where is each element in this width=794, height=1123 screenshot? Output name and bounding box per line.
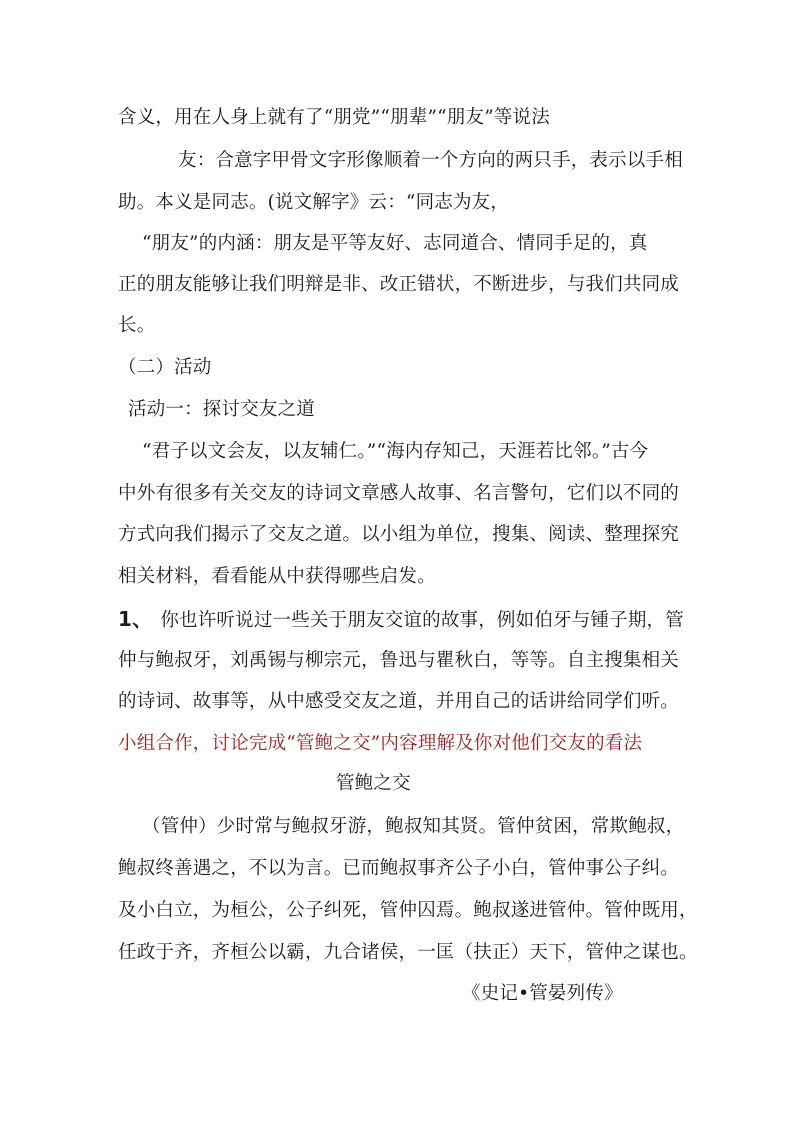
passage-line-3: 及小白立，为桓公，公子纠死，管仲囚焉。鲍叔遂进管仲。管仲既用，: [118, 900, 698, 921]
item-number: 1、: [118, 607, 153, 631]
item-text: 你也许听说过一些关于朋友交谊的故事，例如伯牙与锺子期，管: [160, 610, 684, 631]
passage-line-1: （管仲）少时常与鲍叔牙游，鲍叔知其贤。管仲贫困，常欺鲍叔，: [142, 816, 685, 837]
text-line-3: 助。本义是同志。(说文解字》云：“同志为友，: [118, 192, 510, 213]
text-line-12: 相关材料，看看能从中获得哪些启发。: [118, 566, 436, 587]
text-line-1: 含义，用在人身上就有了“朋党”“朋辈”“朋友”等说法: [118, 107, 550, 128]
text-line-5: 正的朋友能够让我们明辩是非、改正错状，不断进步，与我们共同成: [118, 274, 680, 295]
task-instruction: 小组合作，讨论完成“管鲍之交”内容理解及你对他们交友的看法: [118, 733, 643, 754]
activity-heading: 活动一：探讨交友之道: [128, 399, 316, 420]
text-line-11: 方式向我们揭示了交友之道。以小组为单位，搜集、阅读、整理探究: [118, 524, 680, 545]
text-line-2: 友：合意字甲骨文字形像顺着一个方向的两只手，表示以手相: [178, 150, 683, 171]
passage-line-4: 任政于齐，齐桓公以霸，九合诸侯，一匡（扶正）天下，管仲之谋也。: [118, 942, 698, 963]
text-line-14: 仲与鲍叔牙，刘禹锡与柳宗元，鲁迅与瞿秋白，等等。自主搜集相关: [118, 650, 680, 671]
text-line-9: “君子以文会友，以友辅仁。”“海内存知己，天涯若比邻。”古今: [142, 441, 649, 462]
passage-title: 管鲍之交: [336, 773, 411, 794]
text-line-4: “朋友”的内涵：朋友是平等友好、志同道合、情同手足的，真: [142, 233, 648, 254]
numbered-item: [118, 607, 684, 633]
passage-source: 《史记•管晏列传》: [462, 983, 623, 1004]
text-line-10: 中外有很多有关交友的诗词文章感人故事、名言警句，它们以不同的: [118, 483, 680, 504]
text-line-15: 的诗词、故事等，从中感受交友之道，并用自己的话讲给同学们听。: [118, 691, 680, 712]
text-line-6: 长。: [118, 315, 156, 336]
section-heading: （二）活动: [118, 357, 212, 378]
passage-line-2: 鲍叔终善遇之，不以为言。已而鲍叔事齐公子小白，管仲事公子纠。: [118, 858, 680, 879]
